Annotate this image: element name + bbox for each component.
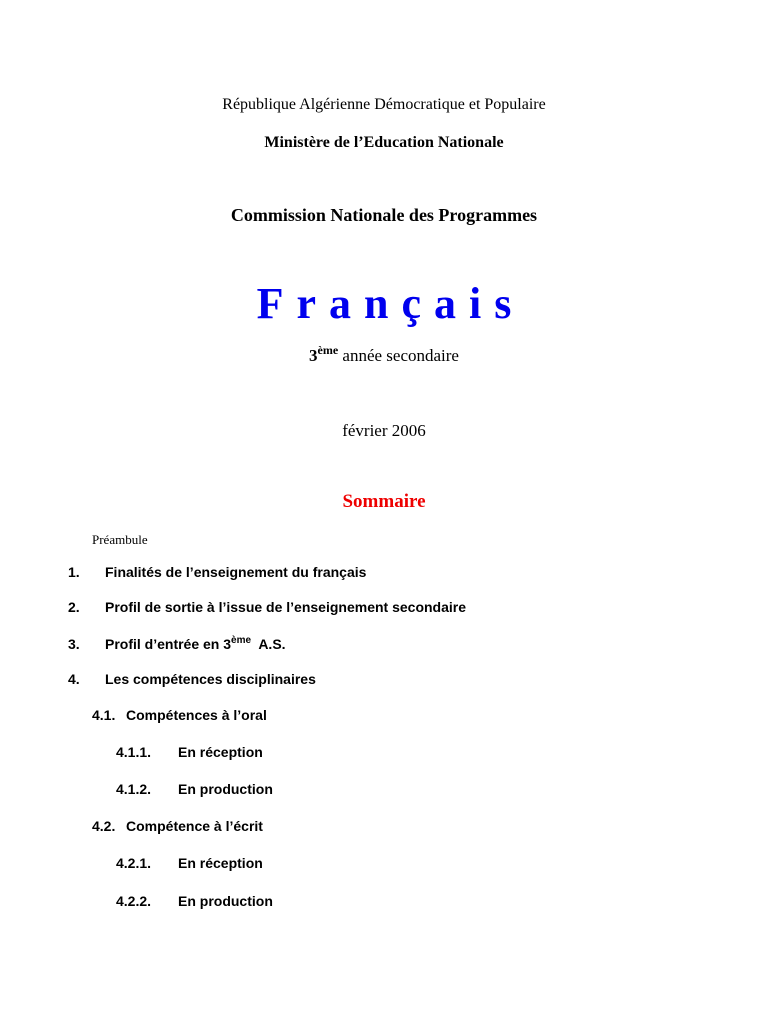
toc-number: 4.2.2. — [116, 893, 152, 909]
toc-text: Profil de sortie à l’issue de l’enseignement secondaire — [105, 599, 467, 615]
toc-text: En production — [178, 893, 273, 909]
toc-text: Les compétences disciplinaires — [105, 671, 316, 687]
date-line: février 2006 — [342, 421, 426, 440]
ministry-line: Ministère de l’Education Nationale — [264, 134, 504, 151]
toc-text-after: A.S. — [251, 636, 286, 652]
toc-number: 4.2.1. — [116, 855, 152, 871]
toc-number: 4.1. — [92, 707, 116, 723]
level-superscript: ème — [317, 343, 339, 357]
toc-number: 4.1.2. — [116, 781, 152, 797]
toc-number: 4.1.1. — [116, 744, 152, 760]
preamble-item: Préambule — [92, 532, 148, 547]
subject-title: Français — [256, 279, 525, 328]
level-line — [0, 343, 768, 366]
toc-text: En production — [178, 781, 273, 797]
republic-line: République Algérienne Démocratique et Populaire — [222, 96, 546, 113]
toc-text: En réception — [178, 744, 263, 760]
summary-heading: Sommaire — [342, 491, 426, 512]
toc-number: 4. — [68, 671, 80, 687]
toc-text — [105, 636, 286, 652]
toc-number: 1. — [68, 564, 80, 580]
toc-number: 3. — [68, 636, 80, 652]
level-number: 3 — [309, 346, 318, 365]
level-text: année secondaire — [338, 346, 459, 365]
toc-text: Finalités de l’enseignement du français — [105, 564, 367, 580]
commission-line: Commission Nationale des Programmes — [230, 205, 538, 225]
toc-number: 2. — [68, 599, 80, 615]
toc-text: En réception — [178, 855, 263, 871]
toc-text: Compétence à l’écrit — [126, 818, 263, 834]
toc-text: Compétences à l’oral — [126, 707, 267, 723]
toc-text-before: Profil d’entrée en 3 — [105, 636, 232, 652]
toc-number: 4.2. — [92, 818, 116, 834]
toc-superscript: ème — [231, 635, 252, 646]
